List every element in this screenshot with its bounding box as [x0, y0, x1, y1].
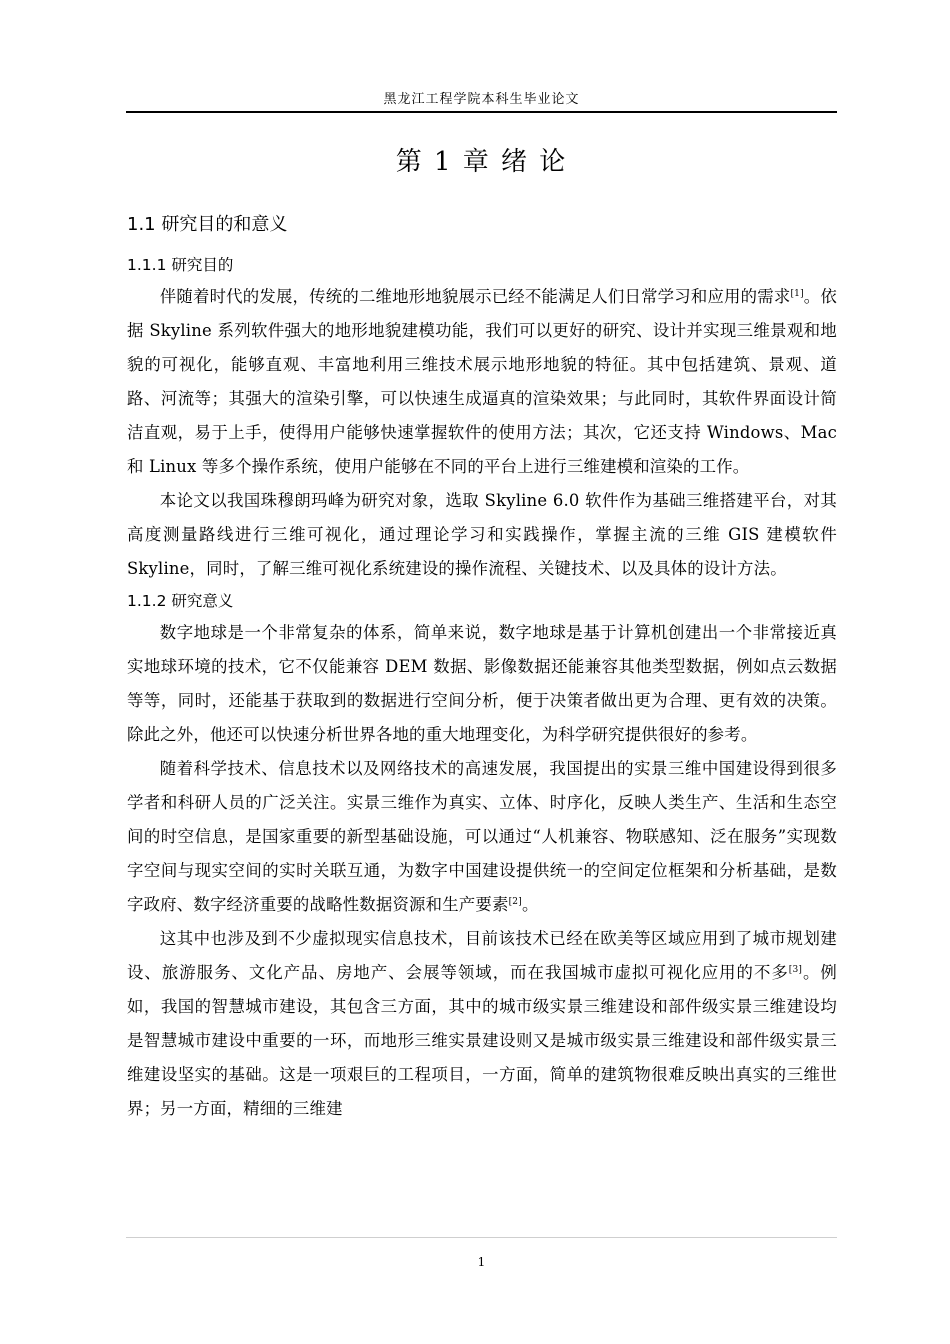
subsection-heading-1-1-1: 1.1.1 研究目的 — [127, 256, 234, 274]
paragraph-text: 。 — [521, 895, 539, 914]
section-heading-1-1: 1.1 研究目的和意义 — [127, 214, 288, 235]
subsection-heading-1-1-2: 1.1.2 研究意义 — [127, 592, 234, 610]
paragraph-text: 随着科学技术、信息技术以及网络技术的高速发展，我国提出的实景三维中国建设得到很多学者和科研人员的广泛关注。实景三维作为真实、立体、时序化，反映人类生产、生活和生态空间的时空信息，是国家重要的新型基础设施，可以通过“人机兼容、物联感知、泛在服务”实现数字空间与现实空间的实时关联互通，为数字中国建设提供统一的空间定位框架和分析基础，是数字政府、数字经济重要的战略性数据资源和生产要素 — [127, 759, 837, 914]
paragraph-research-purpose-2: 本论文以我国珠穆朗玛峰为研究对象，选取 Skyline 6.0 软件作为基础三维搭建平台，对其高度测量路线进行三维可视化，通过理论学习和实践操作，掌握主流的三维 GIS 建模软件 Skyline，同时，了解三维可视化系统建设的操作流程、关键技术、以及具体的设计方法。 — [127, 491, 837, 578]
paragraph-text: 。例如，我国的智慧城市建设，其包含三方面，其中的城市级实景三维建设和部件级实景三维建设均是智慧城市建设中重要的一环，而地形三维实景建设则又是城市级实景三维建设和部件级实景三维建设坚实的基础。这是一项艰巨的工程项目，一方面，简单的建筑物很难反映出真实的三维世界；另一方面，精细的三维建 — [127, 963, 837, 1118]
citation-1: [1] — [790, 289, 804, 299]
paragraph-text: 伴随着时代的发展，传统的二维地形地貌展示已经不能满足人们日常学习和应用的需求 — [159, 287, 791, 306]
paragraph-research-purpose-1 — [127, 280, 837, 484]
page-number: 1 — [477, 1255, 486, 1269]
citation-3: [3] — [788, 965, 803, 975]
chapter-title: 第 1 章 绪 论 — [395, 147, 568, 177]
paragraph-text: 这其中也涉及到不少虚拟现实信息技术，目前该技术已经在欧美等区域应用到了城市规划建设、旅游服务、文化产品、房地产、会展等领域，而在我国城市虚拟可视化应用的不多 — [127, 929, 837, 982]
paragraph-text: 。依据 Skyline 系列软件强大的地形地貌建模功能，我们可以更好的研究、设计并实现三维景观和地貌的可视化，能够直观、丰富地利用三维技术展示地形地貌的特征。其中包括建筑、景观、道路、河流等；其强大的渲染引擎，可以快速生成逼真的渲染效果；与此同时，其软件界面设计简洁直观，易于上手，使得用户能够快速掌握软件的使用方法；其次，它还支持 Windows、Mac 和 Linux 等多个操作系统，使用户能够在不同的平台上进行三维建模和渲染的工作。 — [127, 287, 837, 476]
paragraph-research-significance-1: 数字地球是一个非常复杂的体系，简单来说，数字地球是基于计算机创建出一个非常接近真实地球环境的技术，它不仅能兼容 DEM 数据、影像数据还能兼容其他类型数据，例如点云数据等等，同时，还能基于获取到的数据进行空间分析，便于决策者做出更为合理、更有效的决策。除此之外，他还可以快速分析世界各地的重大地理变化，为科学研究提供很好的参考。 — [127, 623, 837, 744]
citation-2: [2] — [508, 897, 522, 907]
header-rule — [126, 111, 837, 113]
paragraph-research-significance-2 — [127, 752, 837, 922]
running-header: 黑龙江工程学院本科生毕业论文 — [383, 92, 580, 107]
paragraph-research-significance-3 — [127, 922, 837, 1126]
footer-rule — [126, 1237, 837, 1238]
body-content — [127, 208, 837, 1126]
